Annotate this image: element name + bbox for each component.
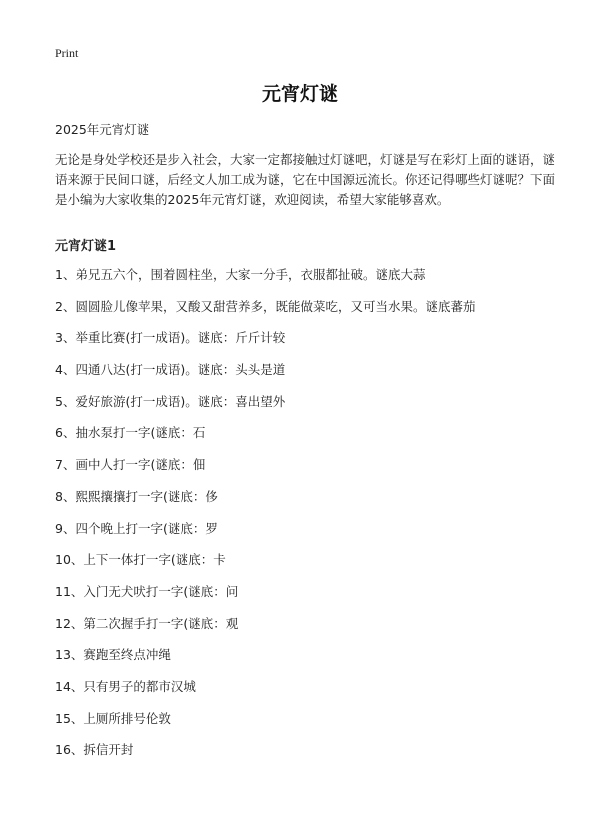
riddle-item: 16、拆信开封 (55, 742, 134, 758)
riddle-item: 1、弟兄五六个，围着圆柱坐，大家一分手，衣服都扯破。谜底大蒜 (55, 267, 426, 282)
intro-paragraph: 无论是身处学校还是步入社会，大家一定都接触过灯谜吧，灯谜是写在彩灯上面的谜语，谜语来源于民间口谜，后经文人加工成为谜，它在中国源远流长。你还记得哪些灯谜呢？下面是小编为大家收集的2025年元宵灯谜，欢迎阅读，希望大家能够喜欢。 (55, 152, 556, 207)
page-title: 元宵灯谜 (261, 83, 338, 105)
document-subtitle: 2025年元宵灯谜 (55, 122, 150, 137)
riddle-item: 8、熙熙攘攘打一字(谜底：侈 (55, 488, 218, 504)
riddle-item: 13、赛跑至终点冲绳 (55, 647, 171, 663)
riddle-item: 12、第二次握手打一字(谜底：观 (55, 615, 239, 631)
riddle-item: 11、入门无犬吠打一字(谜底：问 (55, 583, 239, 599)
riddle-item: 10、上下一体打一字(谜底：卡 (55, 552, 226, 568)
riddle-item: 9、四个晚上打一字(谜底：罗 (55, 520, 218, 536)
riddle-item: 5、爱好旅游(打一成语)。谜底：喜出望外 (55, 393, 286, 409)
riddle-item: 6、抽水泵打一字(谜底：石 (55, 425, 206, 441)
section-heading: 元宵灯谜1 (55, 239, 117, 254)
print-link[interactable]: Print (55, 46, 79, 60)
riddle-item: 4、四通八达(打一成语)。谜底：头头是道 (55, 362, 286, 378)
riddle-item: 14、只有男子的都市汉城 (55, 678, 196, 694)
riddle-list (55, 265, 575, 772)
riddle-item: 15、上厕所排号伦敦 (55, 710, 171, 726)
riddle-item: 2、圆圆脸儿像苹果，又酸又甜营养多，既能做菜吃，又可当水果。谜底蕃茄 (55, 298, 476, 314)
riddle-item: 7、画中人打一字(谜底：佃 (55, 457, 206, 473)
riddle-item: 3、举重比赛(打一成语)。谜底：斤斤计较 (55, 330, 286, 346)
